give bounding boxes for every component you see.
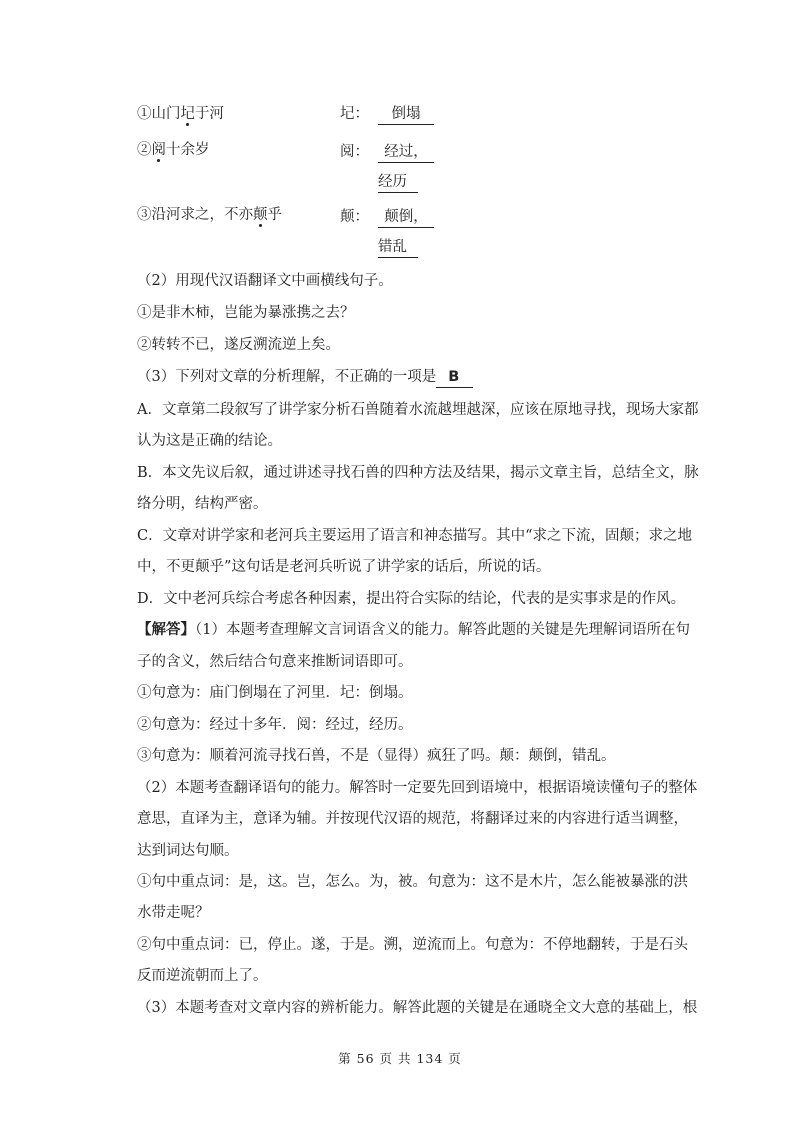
q3-option-b-line2: 络分明，结构严密。 [137, 496, 268, 512]
vocab-answer-2b: 经历 [378, 172, 418, 193]
q2-sentence-2: ②转转不已，遂反溯流逆上矣。 [137, 337, 340, 353]
vocab-answer-2a: 经过， [378, 142, 434, 163]
q3-stem: （3）下列对文章的分析理解，不正确的一项是 B [137, 367, 473, 388]
solution-para1-item1: ①句意为：庙门倒塌在了河里．圮：倒塌。 [137, 685, 413, 701]
q3-option-c-line1: C．文章对讲学家和老河兵主要运用了语言和神态描写。其中“求之下流，固颠；求之地 [137, 528, 693, 544]
page-footer: 第 56 页 共 134 页 [338, 1051, 462, 1066]
vocab-answer-3b: 错乱 [378, 237, 418, 258]
solution-para2-item1-line2: 水带走呢？ [137, 905, 210, 921]
vocab-item-1: ①山门圮于河 [137, 106, 224, 122]
vocab-item-3: ③沿河求之，不亦颠乎 [137, 207, 282, 223]
q3-option-b-line1: B．本文先议后叙，通过讲述寻找石兽的四种方法及结果，揭示文章主旨，总结全文，脉 [137, 465, 699, 481]
vocab-item-2: ②阅十余岁 [137, 142, 210, 158]
solution-para3-line1: （3）本题考查对文章内容的辨析能力。解答此题的关键是在通晓全文大意的基础上，根 [137, 1000, 698, 1016]
vocab-key-2: 阅： [340, 144, 369, 160]
solution-para1-line2: 子的含义，然后结合句意来推断词语即可。 [137, 654, 413, 670]
q3-option-c-line2: 中，不更颠乎”这句话是老河兵听说了讲学家的话后，所说的话。 [137, 559, 551, 575]
q2-sentence-1: ①是非木柿，岂能为暴涨携之去？ [137, 305, 355, 321]
solution-para2-line1: （2）本题考查翻译语句的能力。解答时一定要先回到语境中，根据语境读懂句子的整体 [137, 780, 698, 796]
vocab-answer-3a: 颠倒， [378, 207, 434, 228]
q2-heading: （2）用现代汉语翻译文中画横线句子。 [137, 273, 393, 289]
vocab-key-3: 颠： [340, 209, 369, 225]
q3-option-a-line2: 认为这是正确的结论。 [137, 433, 282, 449]
solution-tag: 【解答】 [137, 621, 195, 638]
solution-para2-item2-line1: ②句中重点词：已，停止。遂，于是。溯，逆流而上。句意为：不停地翻转，于是石头 [137, 937, 688, 953]
solution-para1-item3: ③句意为：顺着河流寻找石兽，不是（显得）疯狂了吗。颠：颠倒，错乱。 [137, 748, 616, 764]
solution-para2-item1-line1: ①句中重点词：是，这。岂，怎么。为，被。句意为：这不是木片，怎么能被暴涨的洪 [137, 874, 688, 890]
q3-option-a-line1: A．文章第二段叙写了讲学家分析石兽随着水流越埋越深，应该在原地寻找，现场大家都 [137, 402, 699, 418]
vocab-answer-1: 倒塌 [378, 104, 434, 125]
solution-para1-line1: 【解答】（1）本题考查理解文言词语含义的能力。解答此题的关键是先理解词语所在句 [137, 621, 690, 638]
vocab-key-1: 圮： [340, 106, 369, 122]
q3-option-d: D．文中老河兵综合考虑各种因素，提出符合实际的结论，代表的是实事求是的作风。 [137, 591, 686, 607]
q3-answer: B [436, 367, 473, 388]
solution-para1-item2: ②句意为：经过十多年．阅：经过，经历。 [137, 717, 413, 733]
solution-para2-line2: 意思，直译为主，意译为辅。并按现代汉语的规范，将翻译过来的内容进行适当调整， [137, 811, 688, 827]
solution-para2-line3: 达到词达句顺。 [137, 843, 239, 859]
solution-para2-item2-line2: 反而逆流朝而上了。 [137, 968, 268, 984]
